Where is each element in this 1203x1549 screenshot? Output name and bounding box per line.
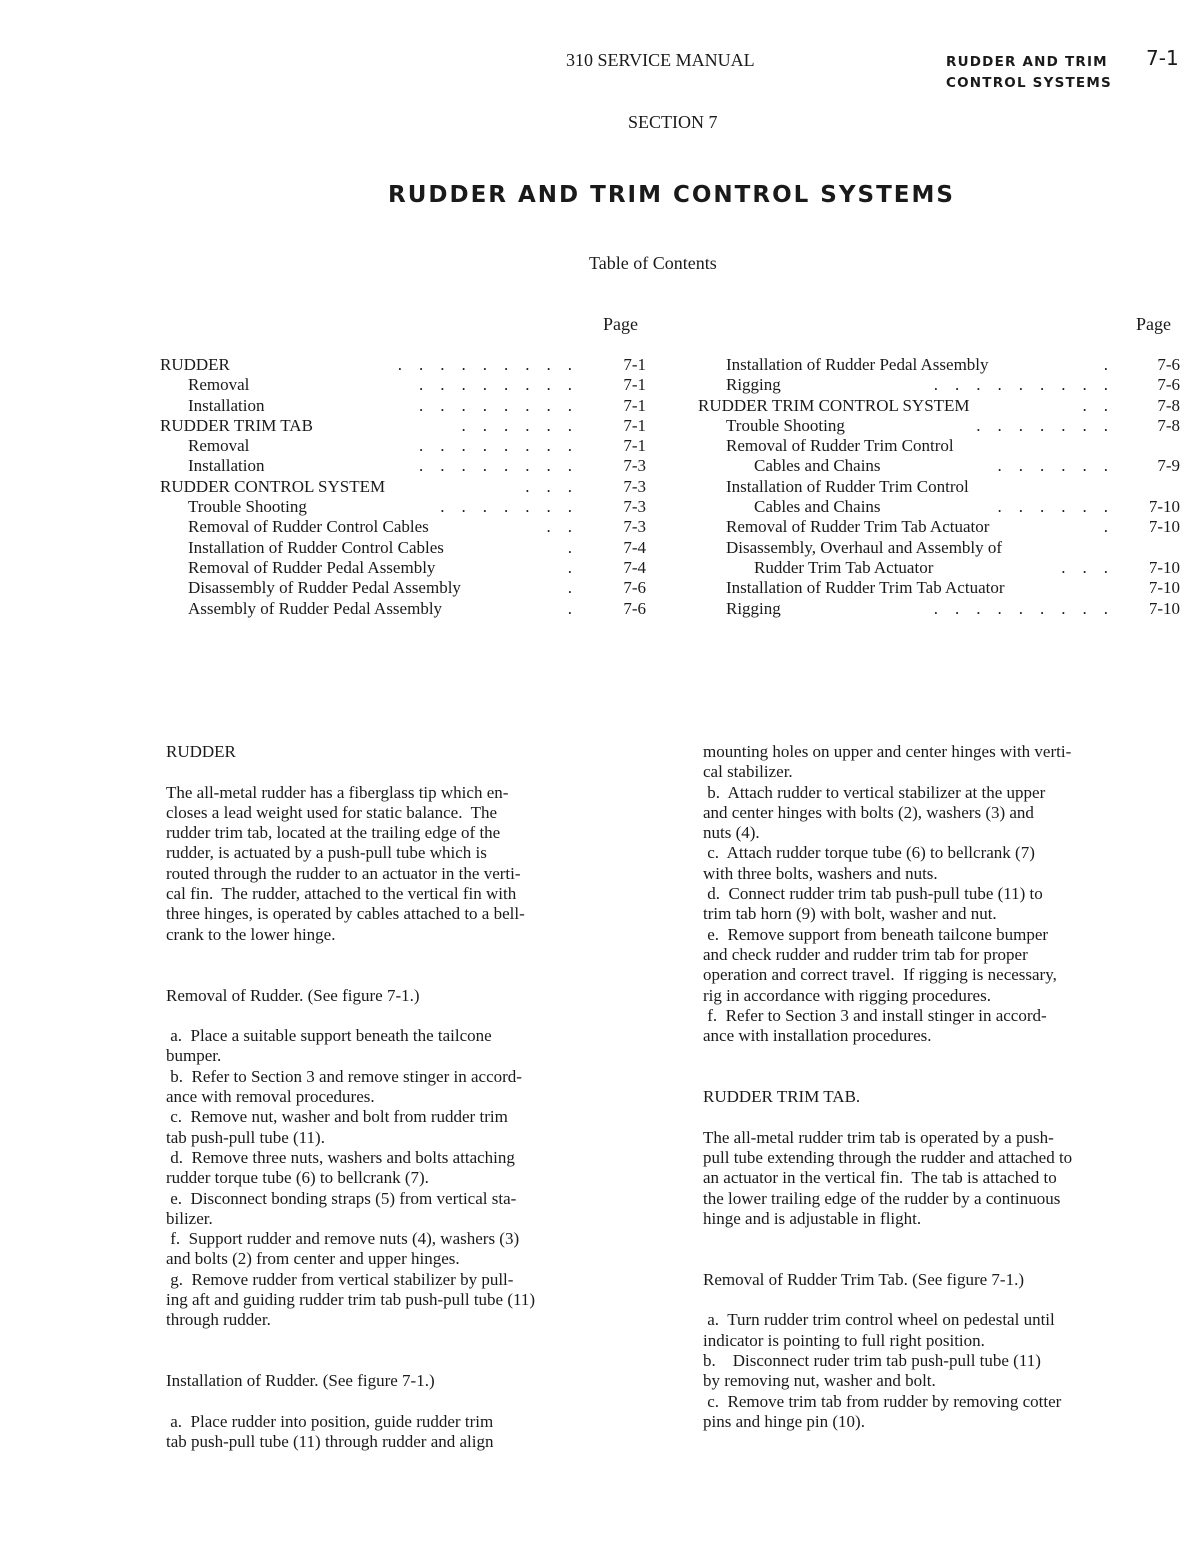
toc-entry <box>698 355 1188 375</box>
running-section-line1: RUDDER AND TRIM <box>946 54 1108 70</box>
heading-rudder: RUDDER <box>166 742 236 761</box>
toc-entry-leader-dots: . . <box>1082 395 1108 415</box>
toc-entry-label: Removal of Rudder Trim Control <box>726 436 954 456</box>
toc-entry-label: Installation <box>188 456 265 476</box>
toc-entry-label: RUDDER CONTROL SYSTEM <box>160 476 386 496</box>
toc-entry-page: 7-4 <box>623 557 646 577</box>
toc-entry-leader-dots: . . <box>546 517 572 537</box>
heading-removal-of-rudder: Removal of Rudder. (See figure 7-1.) <box>166 985 420 1005</box>
text-line: and center hinges with bolts (2), washers (3) and <box>703 802 1034 822</box>
toc-entry <box>160 416 650 436</box>
toc-right-page-header: Page <box>1136 314 1171 334</box>
toc-entry <box>160 558 650 578</box>
toc-entry-leader-dots: . <box>567 578 572 598</box>
text-line: a. Turn rudder trim control wheel on pedestal until <box>703 1310 1055 1330</box>
text-line: d. Remove three nuts, washers and bolts attaching <box>166 1147 515 1167</box>
toc-entry-label: Disassembly, Overhaul and Assembly of <box>726 537 1003 557</box>
toc-entry-label: Rigging <box>726 598 781 618</box>
text-line: by removing nut, washer and bolt. <box>703 1371 936 1391</box>
text-line: a. Place a suitable support beneath the tailcone <box>166 1026 492 1046</box>
toc-entry-leader-dots: . . . . . . . . <box>419 375 572 395</box>
toc-entry-page: 7-8 <box>1157 415 1180 435</box>
toc-entry <box>698 436 1188 456</box>
toc-entry-label: Removal of Rudder Trim Tab Actuator <box>726 517 990 537</box>
toc-entry-leader-dots: . . . . . . . . . <box>397 355 572 374</box>
text-line: rudder torque tube (6) to bellcrank (7). <box>166 1168 429 1188</box>
toc-entry-leader-dots: . <box>567 557 572 577</box>
toc-entry-leader-dots: . . . . . . <box>997 497 1108 517</box>
text-line: b. Disconnect ruder trim tab push-pull tube (11) <box>703 1350 1041 1370</box>
toc-entry-label: Trouble Shooting <box>188 497 307 517</box>
toc-entry-page: 7-1 <box>623 395 646 415</box>
toc-entry-leader-dots: . . . . . . . . <box>419 436 572 456</box>
toc-entry <box>698 375 1188 395</box>
toc-entry-page: 7-6 <box>1157 355 1180 374</box>
body-right-column <box>703 742 1198 1432</box>
page-number: 7-1 <box>1146 46 1179 70</box>
text-line: three hinges, is operated by cables attached to a bell- <box>166 904 525 924</box>
toc-entry-label: Installation of Rudder Trim Tab Actuator <box>726 578 1005 598</box>
toc-entry-leader-dots: . <box>567 598 572 618</box>
toc-entry-label: RUDDER TRIM TAB <box>160 415 313 435</box>
toc-entry-page: 7-3 <box>623 497 646 517</box>
text-line: e. Remove support from beneath tailcone bumper <box>703 924 1049 944</box>
toc-entry-page: 7-1 <box>623 355 646 374</box>
text-line: The all-metal rudder has a fiberglass tip which en- <box>166 782 509 802</box>
toc-entry-label: Removal <box>188 436 250 456</box>
toc-entry-label: Cables and Chains <box>754 456 881 476</box>
running-section-title <box>946 52 1112 94</box>
toc-entry-page: 7-10 <box>1148 517 1180 537</box>
toc-entry-leader-dots: . . . . . . <box>997 456 1108 476</box>
text-line: pull tube extending through the rudder and attached to <box>703 1147 1073 1167</box>
text-line: an actuator in the vertical fin. The tab is attached to <box>703 1168 1057 1188</box>
toc-entry <box>160 355 650 375</box>
text-line: operation and correct travel. If rigging is necessary, <box>703 965 1057 985</box>
toc-entry-page: 7-6 <box>623 578 646 598</box>
toc-entry-leader-dots: . . . <box>1061 557 1108 577</box>
toc-entry-label: Installation of Rudder Control Cables <box>188 537 444 557</box>
toc-entry-label: Removal <box>188 375 250 395</box>
toc-entry <box>698 477 1188 497</box>
toc-entry-leader-dots: . <box>567 537 572 557</box>
page-title: RUDDER AND TRIM CONTROL SYSTEMS <box>388 182 955 208</box>
text-line: rudder, is actuated by a push-pull tube which is <box>166 843 487 863</box>
toc-entry <box>160 538 650 558</box>
running-section-line2: CONTROL SYSTEMS <box>946 75 1112 91</box>
text-line: hinge and is adjustable in flight. <box>703 1208 922 1228</box>
toc-entry <box>698 416 1188 436</box>
text-line: a. Place rudder into position, guide rudder trim <box>166 1411 494 1431</box>
text-line: through rudder. <box>166 1310 271 1330</box>
text-line: crank to the lower hinge. <box>166 924 336 944</box>
toc-entry <box>698 456 1188 476</box>
toc-entry-leader-dots: . . . . . . . <box>976 415 1108 435</box>
text-line: rudder trim tab, located at the trailing edge of the <box>166 823 501 843</box>
toc-right-column <box>698 355 1188 619</box>
toc-entry-leader-dots: . . . . . . <box>461 415 572 435</box>
text-line: bumper. <box>166 1046 222 1066</box>
body-left-column <box>166 742 666 1452</box>
toc-entry-leader-dots: . . . . . . . . <box>419 395 572 415</box>
text-line: pins and hinge pin (10). <box>703 1411 865 1431</box>
toc-entry <box>698 558 1188 578</box>
text-line: ance with installation procedures. <box>703 1026 932 1046</box>
toc-left-page-header: Page <box>603 314 638 334</box>
text-line: g. Remove rudder from vertical stabilizer by pull- <box>166 1269 514 1289</box>
text-line: bilizer. <box>166 1208 213 1228</box>
trim-tab-removal-steps <box>703 1310 1198 1432</box>
text-line: nuts (4). <box>703 823 760 843</box>
toc-entry-leader-dots: . . . <box>525 476 572 496</box>
trim-tab-description <box>703 1128 1198 1229</box>
toc-entry-label: Installation <box>188 395 265 415</box>
toc-entry-page: 7-10 <box>1148 578 1180 598</box>
toc-entry-label: Assembly of Rudder Pedal Assembly <box>188 598 443 618</box>
toc-entry-label: Trouble Shooting <box>726 415 845 435</box>
text-line: cal fin. The rudder, attached to the vertical fin with <box>166 884 517 904</box>
text-line: tab push-pull tube (11) through rudder and align <box>166 1432 494 1452</box>
toc-entry <box>698 517 1188 537</box>
toc-entry-page: 7-1 <box>623 436 646 456</box>
toc-entry-page: 7-6 <box>1157 375 1180 395</box>
toc-entry-label: Removal of Rudder Pedal Assembly <box>188 557 436 577</box>
toc-entry-label: Cables and Chains <box>754 497 881 517</box>
toc-entry <box>160 396 650 416</box>
text-line: rig in accordance with rigging procedures. <box>703 985 991 1005</box>
toc-entry-leader-dots: . <box>1103 355 1108 374</box>
text-line: mounting holes on upper and center hinges with verti- <box>703 742 1072 761</box>
installation-steps-continued <box>703 742 1198 1046</box>
toc-entry <box>698 497 1188 517</box>
toc-entry-page: 7-1 <box>623 375 646 395</box>
toc-entry-page: 7-9 <box>1157 456 1180 476</box>
text-line: ance with removal procedures. <box>166 1087 375 1107</box>
toc-entry <box>698 396 1188 416</box>
toc-entry <box>160 477 650 497</box>
text-line: d. Connect rudder trim tab push-pull tube (11) to <box>703 884 1043 904</box>
toc-entry <box>160 578 650 598</box>
toc-entry-page: 7-1 <box>623 415 646 435</box>
toc-entry-label: Installation of Rudder Pedal Assembly <box>726 355 989 374</box>
toc-entry-label: RUDDER TRIM CONTROL SYSTEM <box>698 395 970 415</box>
section-label: SECTION 7 <box>628 112 718 132</box>
text-line: cal stabilizer. <box>703 762 793 782</box>
toc-entry-label: Removal of Rudder Control Cables <box>188 517 429 537</box>
text-line: f. Refer to Section 3 and install stinger in accord- <box>703 1005 1047 1025</box>
toc-title: Table of Contents <box>589 253 717 273</box>
toc-entry-leader-dots: . <box>1103 517 1108 537</box>
toc-left-column <box>160 355 650 619</box>
toc-entry <box>160 375 650 395</box>
toc-entry-label: Installation of Rudder Trim Control <box>726 476 969 496</box>
text-line: and check rudder and rudder trim tab for proper <box>703 944 1028 964</box>
toc-entry-page: 7-3 <box>623 517 646 537</box>
text-line: and bolts (2) from center and upper hinges. <box>166 1249 460 1269</box>
rudder-description <box>166 783 666 945</box>
text-line: b. Attach rudder to vertical stabilizer at the upper <box>703 782 1046 802</box>
toc-entry <box>698 578 1188 598</box>
text-line: with three bolts, washers and nuts. <box>703 863 938 883</box>
text-line: the lower trailing edge of the rudder by a continuous <box>703 1188 1061 1208</box>
toc-entry-page: 7-10 <box>1148 598 1180 618</box>
toc-entry <box>160 497 650 517</box>
text-line: f. Support rudder and remove nuts (4), washers (3) <box>166 1229 520 1249</box>
text-line: e. Disconnect bonding straps (5) from vertical sta- <box>166 1188 517 1208</box>
toc-entry <box>698 538 1188 558</box>
toc-entry-page: 7-6 <box>623 598 646 618</box>
heading-removal-of-trim-tab: Removal of Rudder Trim Tab. (See figure 7-1.) <box>703 1269 1024 1289</box>
text-line: The all-metal rudder trim tab is operated by a push- <box>703 1127 1054 1147</box>
toc-entry-label: RUDDER <box>160 355 230 374</box>
toc-entry-label: Rigging <box>726 375 781 395</box>
toc-entry <box>160 436 650 456</box>
text-line: indicator is pointing to full right position. <box>703 1330 985 1350</box>
toc-entry-leader-dots: . . . . . . . . . <box>933 375 1108 395</box>
text-line: closes a lead weight used for static balance. The <box>166 802 498 822</box>
toc-entry <box>160 517 650 537</box>
text-line: c. Remove nut, washer and bolt from rudder trim <box>166 1107 508 1127</box>
text-line: trim tab horn (9) with bolt, washer and nut. <box>703 904 997 924</box>
toc-entry-label: Disassembly of Rudder Pedal Assembly <box>188 578 461 598</box>
text-line: ing aft and guiding rudder trim tab push-pull tube (11) <box>166 1290 536 1310</box>
toc-entry-page: 7-3 <box>623 456 646 476</box>
toc-entry-leader-dots: . . . . . . . <box>440 497 572 517</box>
removal-steps <box>166 1026 666 1330</box>
heading-installation-of-rudder: Installation of Rudder. (See figure 7-1.) <box>166 1371 435 1391</box>
toc-entry <box>160 599 650 619</box>
toc-entry-page: 7-4 <box>623 537 646 557</box>
toc-entry-leader-dots: . . . . . . . . . <box>933 598 1108 618</box>
toc-entry-label: Rudder Trim Tab Actuator <box>754 557 934 577</box>
text-line: tab push-pull tube (11). <box>166 1127 325 1147</box>
toc-entry-page: 7-10 <box>1148 497 1180 517</box>
installation-steps <box>166 1412 666 1453</box>
toc-entry <box>698 599 1188 619</box>
toc-entry-page: 7-10 <box>1148 557 1180 577</box>
manual-title: 310 SERVICE MANUAL <box>566 50 755 70</box>
text-line: c. Remove trim tab from rudder by removing cotter <box>703 1391 1062 1411</box>
toc-entry <box>160 456 650 476</box>
text-line: c. Attach rudder torque tube (6) to bellcrank (7) <box>703 843 1035 863</box>
text-line: b. Refer to Section 3 and remove stinger in accord- <box>166 1066 522 1086</box>
text-line: routed through the rudder to an actuator in the verti- <box>166 863 521 883</box>
toc-entry-leader-dots: . . . . . . . . <box>419 456 572 476</box>
heading-rudder-trim-tab: RUDDER TRIM TAB. <box>703 1087 861 1107</box>
toc-entry-page: 7-3 <box>623 476 646 496</box>
toc-entry-page: 7-8 <box>1157 395 1180 415</box>
